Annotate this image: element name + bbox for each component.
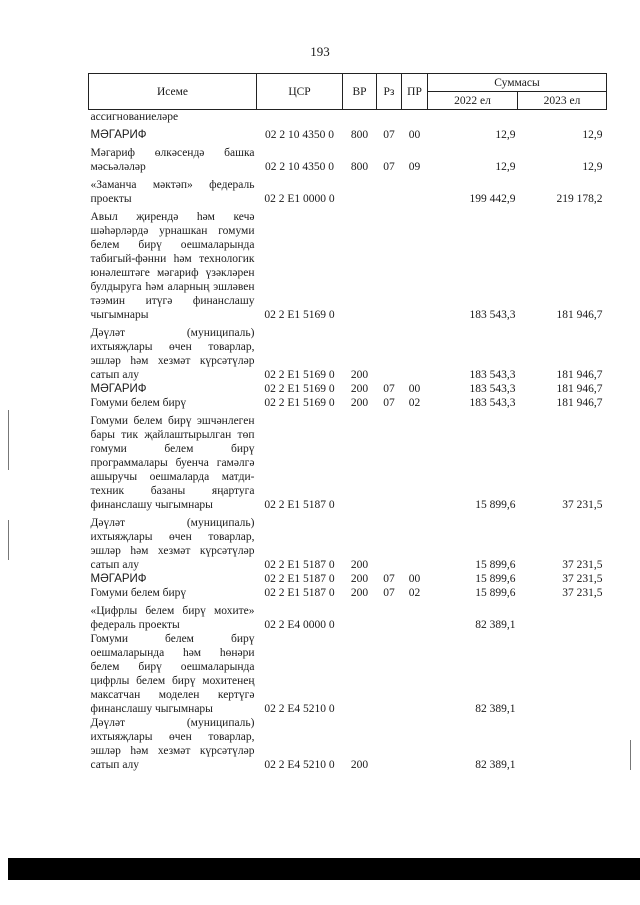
row-name: «Цифрлы белем бирү мохите» федераль проекты: [90, 605, 255, 631]
row-rz: 07: [383, 587, 395, 599]
row-sum-2023: [518, 110, 607, 125]
row-sum-2023: 181 946,7: [556, 369, 603, 381]
row-name: Гомуми белем бирү эшчәнлеген бары тик җайлаштырылган төп гомуми белем бирү программалары буенча гамәлгә ашыручы оешмаларда матди-техник базаны яңартуга финанслашу чыгымнары: [90, 415, 255, 511]
table-row: [89, 382, 607, 396]
table-row: [89, 414, 607, 512]
row-vr: 800: [350, 129, 369, 141]
row-csr: 02 2 E1 5169 0: [264, 369, 335, 381]
scan-margin-mark-left: [8, 520, 9, 560]
table-row: [89, 326, 607, 382]
row-sum-2022: 12,9: [495, 161, 516, 173]
row-vr: 200: [350, 369, 369, 381]
row-sum-2022: 15 899,6: [475, 587, 516, 599]
row-sum-2023: 181 946,7: [556, 309, 603, 321]
row-pr: 09: [408, 161, 421, 173]
row-rz: [377, 178, 402, 206]
row-rz: 07: [383, 383, 395, 395]
row-csr: 02 2 E1 5187 0: [264, 587, 335, 599]
row-pr: [402, 178, 428, 206]
row-pr: 00: [408, 383, 421, 395]
row-vr: [343, 414, 377, 512]
row-name: Мәгариф өлкәсендә башка мәсьәләләр: [90, 147, 255, 173]
row-pr: [402, 414, 428, 512]
row-vr: 200: [350, 559, 369, 571]
row-rz: [377, 414, 402, 512]
table-row: [89, 210, 607, 322]
row-csr: 02 2 E1 5187 0: [264, 573, 335, 585]
header-pr: ПР: [402, 74, 428, 110]
row-csr: 02 2 E1 5187 0: [264, 559, 335, 571]
header-sums: Суммасы: [428, 74, 607, 92]
table-row: [89, 516, 607, 572]
row-pr: 02: [408, 397, 421, 409]
header-vr: ВР: [343, 74, 377, 110]
row-vr: [343, 632, 377, 716]
row-sum-2023: 181 946,7: [556, 397, 603, 409]
scan-bottom-bar: [8, 858, 640, 880]
row-csr: 02 2 E1 5187 0: [264, 499, 335, 511]
row-pr: [402, 632, 428, 716]
row-vr: 200: [350, 397, 369, 409]
row-sum-2022: 15 899,6: [475, 499, 516, 511]
row-sum-2022: 15 899,6: [475, 559, 516, 571]
row-sum-2023: [518, 604, 607, 632]
row-pr: 02: [408, 587, 421, 599]
header-year-2023: 2023 ел: [518, 92, 607, 110]
row-rz: [377, 604, 402, 632]
row-name: Гомуми белем бирү: [90, 587, 187, 599]
row-vr: 200: [350, 587, 369, 599]
row-name: Гомуми белем бирү: [90, 397, 187, 409]
table-row: [89, 396, 607, 410]
row-sum-2023: 37 231,5: [562, 587, 603, 599]
row-sum-2023: 37 231,5: [562, 499, 603, 511]
row-pr: [402, 604, 428, 632]
row-sum-2022: 183 543,3: [469, 397, 516, 409]
row-csr: 02 2 E4 5210 0: [264, 759, 335, 771]
row-vr: [343, 604, 377, 632]
row-rz: [377, 210, 402, 322]
table-body: [89, 110, 607, 773]
row-csr: 02 2 10 4350 0: [265, 129, 334, 141]
row-rz: [377, 326, 402, 382]
row-pr: [402, 210, 428, 322]
row-sum-2023: 12,9: [582, 161, 603, 173]
row-vr: [343, 178, 377, 206]
table-row: [89, 178, 607, 206]
page-number: 193: [310, 44, 330, 59]
row-sum-2022: 12,9: [495, 129, 516, 141]
table-row: [89, 146, 607, 174]
row-vr: 800: [350, 161, 369, 173]
row-name: МӘГАРИФ: [90, 573, 147, 585]
row-name: Авыл җирендә һәм кечә шәһәрләрдә урнашкан гомуми белем бирү оешмаларында табигый-фәнни һәм технологик юнәлештәге мәгариф үзәкләрен булдыруга һәм аларның эшләвен тәэмин итүгә финанслашу чыгымнары: [90, 211, 255, 321]
row-name: Гомуми белем бирү оешмаларында һәм һөнәри белем бирү оешмаларында цифрлы белем бирү мохитенең максатчан моделен кертүгә финанслашу чыгымнары: [90, 633, 255, 715]
row-csr: 02 2 E4 0000 0: [264, 619, 335, 631]
row-rz: 07: [383, 573, 395, 585]
row-rz: 07: [383, 397, 395, 409]
row-sum-2022: 199 442,9: [469, 193, 516, 205]
header-year-2022: 2022 ел: [428, 92, 518, 110]
row-vr: 200: [350, 573, 369, 585]
budget-table: [88, 73, 607, 772]
row-vr: [343, 210, 377, 322]
row-name: ассигнованиеләре: [90, 111, 179, 123]
row-vr: 200: [350, 383, 369, 395]
row-name: МӘГАРИФ: [90, 383, 147, 395]
row-pr: [402, 516, 428, 572]
row-sum-2023: [518, 716, 607, 772]
row-rz: [377, 516, 402, 572]
row-csr: 02 2 E1 5169 0: [264, 397, 335, 409]
header-name: Исеме: [89, 74, 257, 110]
table-row: [89, 604, 607, 632]
row-sum-2023: 37 231,5: [562, 573, 603, 585]
row-vr: 200: [350, 759, 369, 771]
row-rz: 07: [383, 161, 395, 173]
row-sum-2023: 181 946,7: [556, 383, 603, 395]
header-rz: Рз: [377, 74, 402, 110]
row-rz: 07: [383, 129, 395, 141]
row-sum-2022: 183 543,3: [469, 309, 516, 321]
header-csr: ЦСР: [257, 74, 343, 110]
row-sum-2022: 15 899,6: [475, 573, 516, 585]
table-row: [89, 632, 607, 716]
row-sum-2023: 219 178,2: [556, 193, 603, 205]
row-sum-2022: 82 389,1: [475, 703, 516, 715]
row-name: Дәүләт (муниципаль) ихтыяҗлары өчен товарлар, эшләр һәм хезмәт күрсәтүләр сатып алу: [90, 517, 255, 571]
row-name: «Заманча мәктәп» федераль проекты: [90, 179, 255, 205]
table-row: [89, 110, 607, 125]
row-pr: 00: [408, 573, 421, 585]
table-row: [89, 128, 607, 142]
row-csr: 02 2 E1 5169 0: [264, 309, 335, 321]
row-name: Дәүләт (муниципаль) ихтыяҗлары өчен товарлар, эшләр һәм хезмәт күрсәтүләр сатып алу: [90, 327, 255, 381]
row-sum-2023: 37 231,5: [562, 559, 603, 571]
row-csr: 02 2 10 4350 0: [265, 161, 334, 173]
table-row: [89, 586, 607, 600]
row-csr: 02 2 E1 5169 0: [264, 383, 335, 395]
row-sum-2022: 82 389,1: [475, 759, 516, 771]
row-pr: 00: [408, 129, 421, 141]
row-csr: 02 2 E4 5210 0: [264, 703, 335, 715]
row-sum-2022: 183 543,3: [469, 369, 516, 381]
row-name: Дәүләт (муниципаль) ихтыяҗлары өчен товарлар, эшләр һәм хезмәт күрсәтүләр сатып алу: [90, 717, 255, 771]
table-row: [89, 716, 607, 772]
row-pr: [402, 326, 428, 382]
row-sum-2022: [428, 110, 518, 125]
row-rz: [377, 716, 402, 772]
row-name: МӘГАРИФ: [90, 129, 147, 141]
scan-margin-mark-right: [630, 740, 631, 770]
scan-margin-mark-left: [8, 410, 9, 470]
table-row: [89, 572, 607, 586]
row-pr: [402, 716, 428, 772]
row-sum-2023: 12,9: [582, 129, 603, 141]
row-vr: [343, 110, 377, 125]
row-rz: [377, 632, 402, 716]
row-csr: [257, 110, 343, 125]
row-sum-2022: 183 543,3: [469, 383, 516, 395]
row-rz: [377, 110, 402, 125]
row-pr: [402, 110, 428, 125]
table-header: [89, 74, 607, 110]
row-sum-2022: 82 389,1: [475, 619, 516, 631]
row-csr: 02 2 E1 0000 0: [264, 193, 335, 205]
row-sum-2023: [518, 632, 607, 716]
